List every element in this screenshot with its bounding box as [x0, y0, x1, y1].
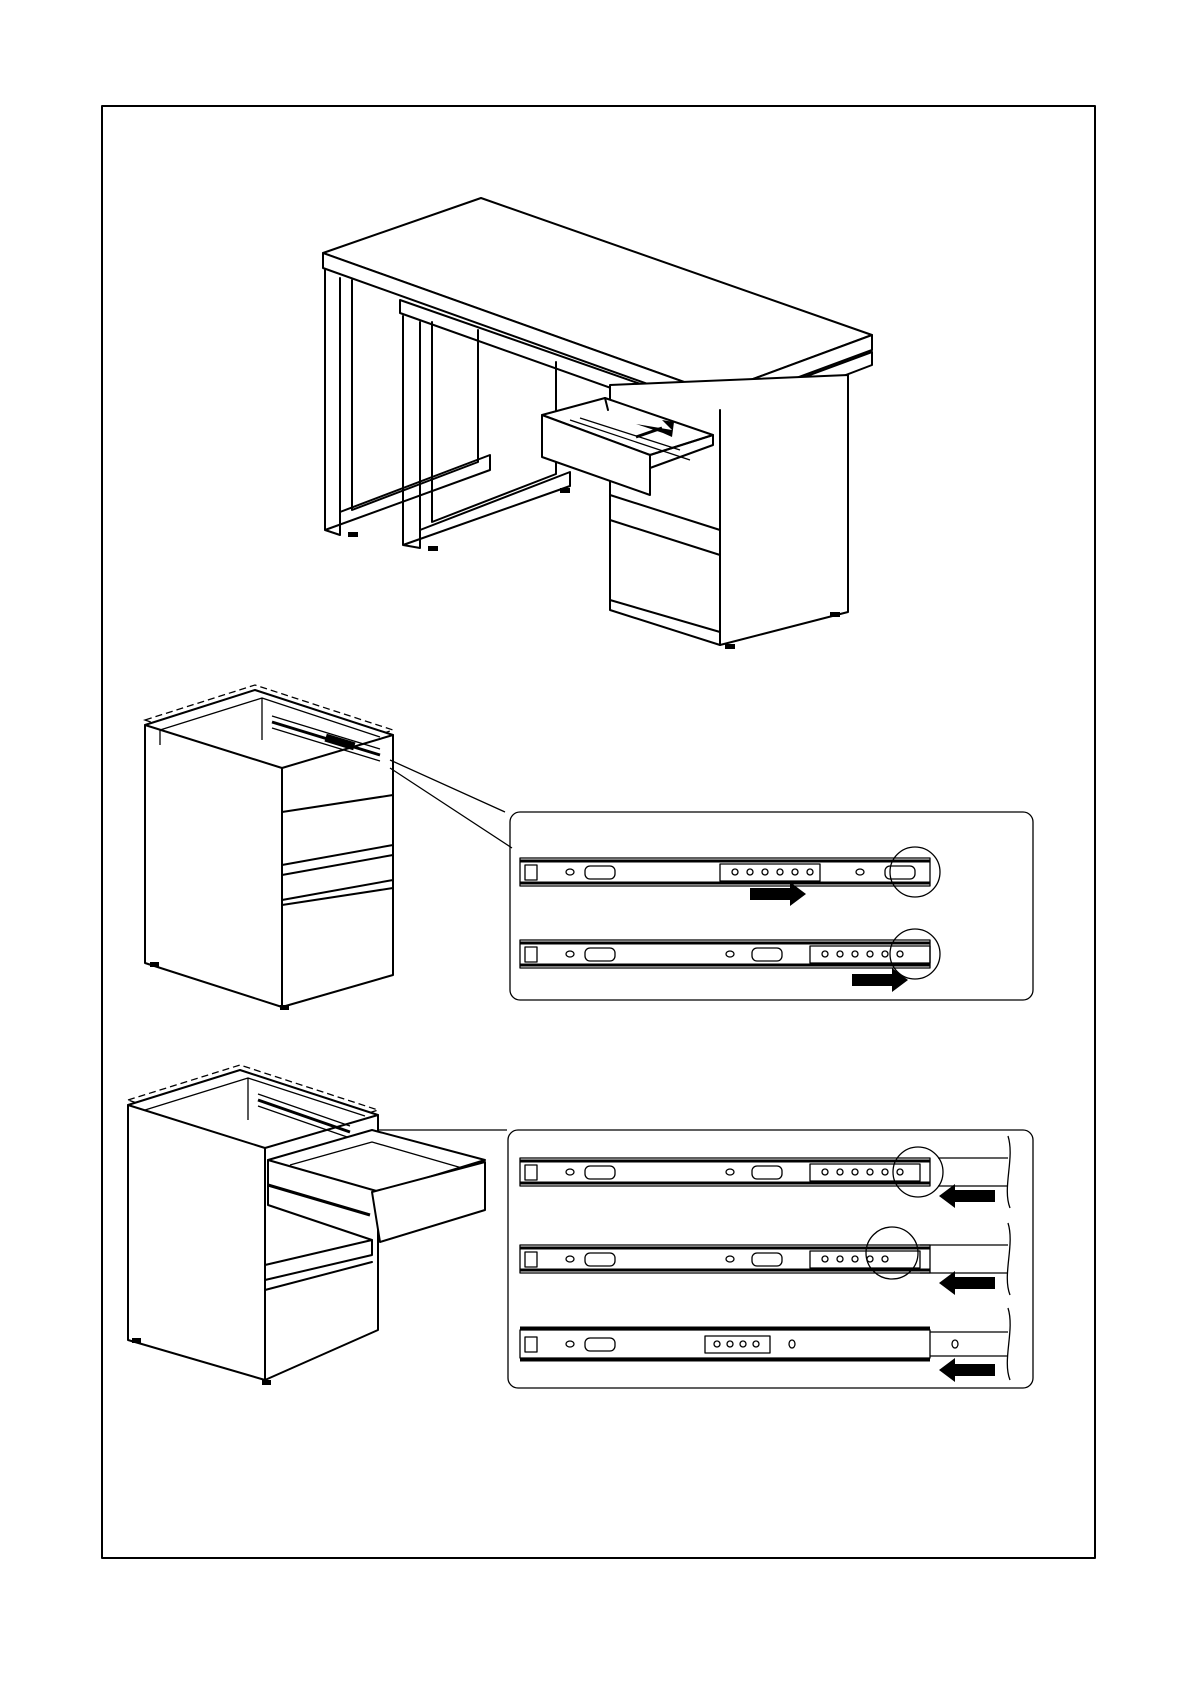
- pedestal-slide-illustration: [145, 685, 512, 1010]
- arrow-right: [852, 968, 908, 992]
- detail-box-closed: [510, 812, 1033, 1000]
- pedestal-drawer-illustration: [128, 1065, 507, 1385]
- slide-rail-icon: [520, 929, 940, 979]
- arrow-left: [939, 1358, 995, 1382]
- arrow-left: [939, 1271, 995, 1295]
- arrow-left: [939, 1184, 995, 1208]
- desk-with-drawer-illustration: [323, 198, 872, 649]
- slide-rail-icon: [520, 1223, 1010, 1295]
- slide-rail-icon: [520, 1136, 1010, 1208]
- slide-rail-icon: [520, 1308, 1010, 1380]
- slide-rail-icon: [520, 847, 940, 897]
